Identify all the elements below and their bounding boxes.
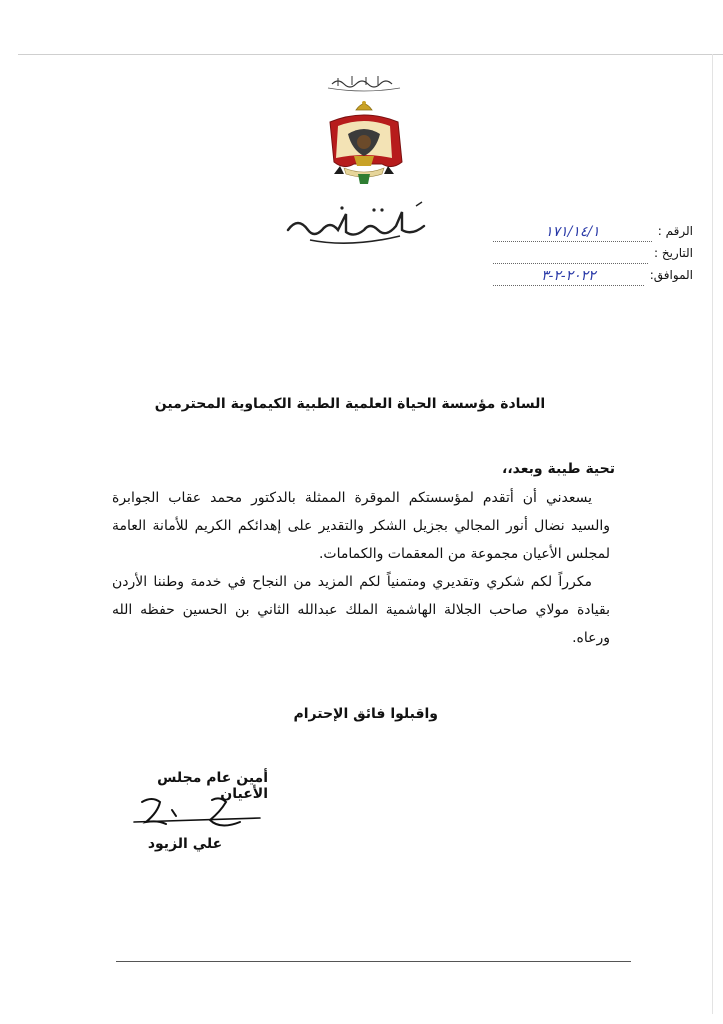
reference-date-label: التاريخ : [653, 246, 693, 260]
handwritten-signature [128, 790, 268, 840]
jordan-coat-of-arms-icon [318, 70, 410, 200]
reference-number-row [493, 220, 693, 242]
reference-number-value: ١٧١/١٤/١ [493, 225, 652, 242]
closing-line: واقبلوا فائق الإحترام [293, 706, 438, 722]
reference-corresponding-label: الموافق: [649, 268, 693, 282]
top-divider [18, 54, 723, 55]
council-name-logo [280, 200, 440, 250]
signatory-title: أمين عام مجلس الأعيان [157, 770, 268, 802]
reference-corresponding-value: ٢٠٢٢-٢-٣ [493, 269, 644, 286]
signatory-name: علي الزيود [147, 836, 223, 852]
body-paragraph-1: يسعدني أن أتقدم لمؤسستكم الموقرة الممثلة بالدكتور محمد عقاب الجوابرة والسيد نضال أنور المجالي بجزيل الشكر والتقدير على إهدائكم الكريم للأمانة العامة لمجلس الأعيان مجموعة من المعقمات والكمامات. [112, 490, 610, 562]
reference-date-value [493, 247, 648, 264]
reference-number-label: الرقم : [657, 224, 693, 238]
page-edge [712, 54, 713, 1014]
reference-block [493, 220, 693, 286]
bottom-divider [116, 961, 631, 962]
body-paragraph-2: مكرراً لكم شكري وتقديري ومتمنياً لكم المزيد من النجاح في خدمة وطننا الأردن بقيادة مولاي صاحب الجلالة الهاشمية الملك عبدالله الثاني بن الحسين حفظه الله ورعاه. [112, 574, 610, 646]
letter-body [112, 484, 610, 652]
reference-date-row [493, 242, 693, 264]
recipient-line: السادة مؤسسة الحياة العلمية الطبية الكيماوية المحترمين [154, 396, 546, 412]
greeting: تحية طيبة وبعد،، [502, 461, 615, 477]
reference-corresponding-row [493, 264, 693, 286]
